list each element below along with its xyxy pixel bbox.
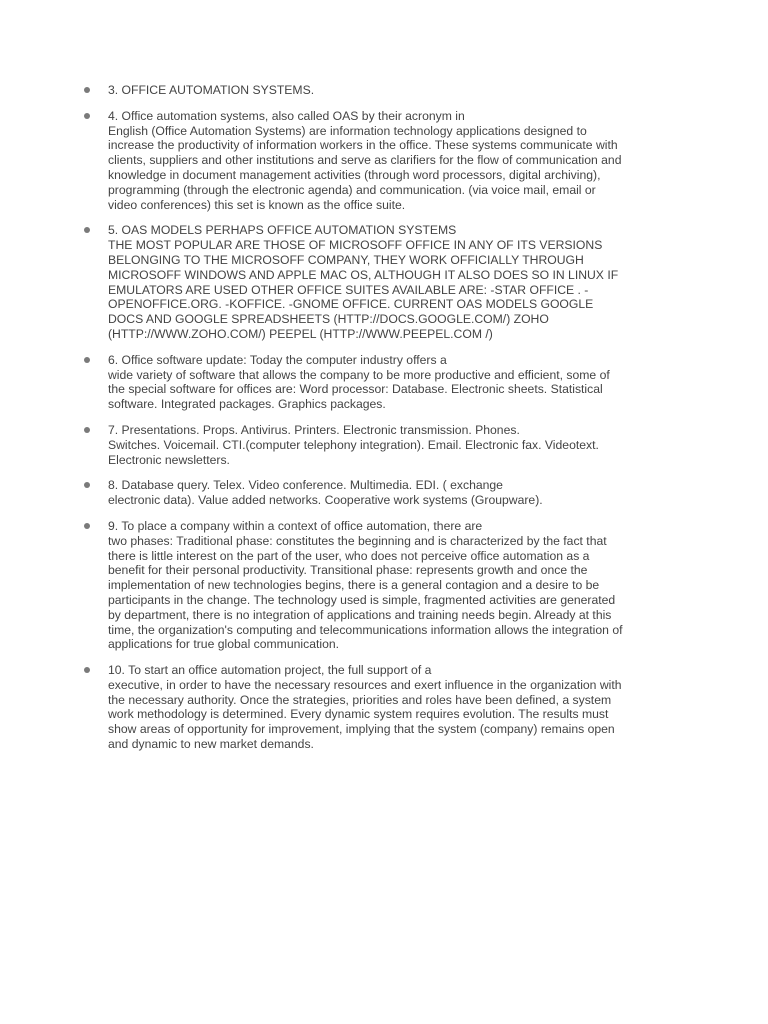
- item-lead: 5. OAS MODELS PERHAPS OFFICE AUTOMATION SYSTEMS: [108, 223, 457, 238]
- item-body: English (Office Automation Systems) are information technology applications designed to increase the productivity of information workers in the office. These systems communicate with clients, suppliers and other institutions and serve as clarifiers for the flow of communication and knowledge in document management activities (through word processors, digital archiving), programming (through the electronic agenda) and communication. (via voice mail, email or video conferences) this set is known as the office suite.: [108, 123, 622, 212]
- bullet-icon: [84, 523, 90, 529]
- list-item: [84, 519, 664, 652]
- list-item: [84, 83, 664, 98]
- item-lead: 3. OFFICE AUTOMATION SYSTEMS.: [108, 83, 315, 97]
- bullet-icon: [84, 482, 90, 488]
- item-lead: 6. Office software update: Today the computer industry offers a: [108, 352, 447, 367]
- item-body: wide variety of software that allows the company to be more productive and efficient, some of the special software for offices are: Word processor: Database. Electronic sheets. Statistical software. Integrated packages. Graphics packages.: [108, 367, 610, 412]
- bullet-icon: [84, 357, 90, 363]
- bullet-icon: [84, 87, 90, 93]
- item-lead: 8. Database query. Telex. Video conference. Multimedia. EDI. ( exchange: [108, 478, 503, 493]
- item-body: executive, in order to have the necessary resources and exert influence in the organization with the necessary authority. Once the strategies, priorities and roles have been defined, a system work methodology is determined. Every dynamic system requires evolution. The results must show areas of opportunity for improvement, implying that the system (company) remains open and dynamic to new market demands.: [108, 677, 622, 752]
- list-item: [84, 663, 664, 752]
- bullet-icon: [84, 227, 90, 233]
- bullet-icon: [84, 113, 90, 119]
- item-body: two phases: Traditional phase: constitutes the beginning and is characterized by the fact that there is little interest on the part of the user, who does not perceive office automation as a benefit for their personal productivity. Transitional phase: represents growth and once the implementation of new technologies begins, there is a general contagion and a desire to be participants in the change. The technology used is simple, fragmented activities are generated by department, there is no integration of applications and training needs begin. Already at this time, the organization's computing and telecommunications information allows the integration of applications for true global communication.: [108, 533, 623, 652]
- item-body: THE MOST POPULAR ARE THOSE OF MICROSOFF OFFICE IN ANY OF ITS VERSIONS BELONGING TO THE MICROSOFF COMPANY, THEY WORK OFFICIALLY THROUGH MICROSOFF WINDOWS AND APPLE MAC OS, ALTHOUGH IT ALSO DOES SO IN LINUX IF EMULATORS ARE USED OTHER OFFICE SUITES AVAILABLE ARE: -STAR OFFICE . - OPENOFFICE.ORG. -KOFFICE. -GNOME OFFICE. CURRENT OAS MODELS GOOGLE DOCS AND GOOGLE SPREADSHEETS (HTTP://DOCS.GOOGLE.COM/) ZOHO (HTTP://WWW.ZOHO.COM/) PEEPEL (HTTP://WWW.PEEPEL.COM /): [108, 238, 619, 341]
- list-item: [84, 423, 664, 467]
- item-lead: 10. To start an office automation project, the full support of a: [108, 663, 432, 678]
- item-body: Switches. Voicemail. CTI.(computer telephony integration). Email. Electronic fax. Videotext. Electronic newsletters.: [108, 437, 599, 467]
- list-item: [84, 223, 664, 341]
- bullet-icon: [84, 427, 90, 433]
- item-lead: 4. Office automation systems, also called OAS by their acronym in: [108, 108, 465, 123]
- item-body: electronic data). Value added networks. Cooperative work systems (Groupware).: [108, 493, 543, 508]
- item-lead: 7. Presentations. Props. Antivirus. Printers. Electronic transmission. Phones.: [108, 422, 520, 437]
- bullet-list: [84, 83, 664, 763]
- list-item: [84, 478, 664, 508]
- item-lead: 9. To place a company within a context of office automation, there are: [108, 518, 483, 533]
- list-item: [84, 353, 664, 412]
- bullet-icon: [84, 667, 90, 673]
- list-item: [84, 109, 664, 213]
